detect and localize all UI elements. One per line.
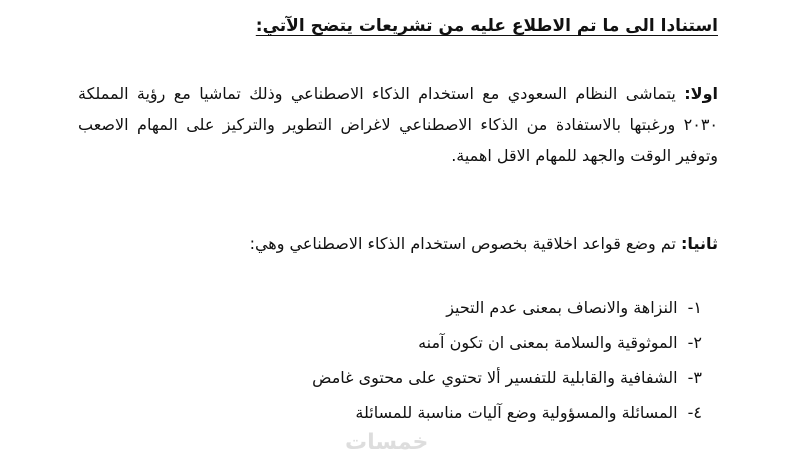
list-item xyxy=(312,360,702,395)
list-item-text: الموثوقية والسلامة بمعنى ان تكون آمنه xyxy=(418,333,678,352)
list-item xyxy=(312,325,702,360)
list-item-text: الشفافية والقابلية للتفسير ألا تحتوي على محتوى غامض xyxy=(312,368,678,387)
list-item-number: ١- xyxy=(687,298,702,317)
document-heading: استنادا الى ما تم الاطلاع عليه من تشريعات يتضح الآتي: xyxy=(255,16,718,36)
watermark: خمسات xyxy=(345,430,429,455)
list-item-number: ٢- xyxy=(687,333,702,352)
list-item-text: المسائلة والمسؤولية وضع آليات مناسبة للمسائلة xyxy=(355,403,678,422)
second-text: تم وضع قواعد اخلاقية بخصوص استخدام الذكاء الاصطناعي وهي: xyxy=(249,234,682,253)
second-paragraph xyxy=(78,228,718,259)
ethics-list xyxy=(312,290,702,430)
second-lead: ثانيا: xyxy=(681,234,718,253)
list-item xyxy=(312,395,702,430)
list-item-number: ٤- xyxy=(687,403,702,422)
first-paragraph xyxy=(78,78,718,171)
list-item xyxy=(312,290,702,325)
list-item-text: النزاهة والانصاف بمعنى عدم التحيز xyxy=(446,298,678,317)
first-text: يتماشى النظام السعودي مع استخدام الذكاء الاصطناعي وذلك تماشيا مع رؤية المملكة ٢٠٣٠ ورغبتها بالاستفادة من الذكاء الاصطناعي لاغراض التطوير والتركيز على المهام الاصعب وتوفير الوقت والجهد للمهام الاقل اهمية. xyxy=(78,84,718,165)
first-lead: اولا: xyxy=(684,84,718,103)
list-item-number: ٣- xyxy=(687,368,702,387)
